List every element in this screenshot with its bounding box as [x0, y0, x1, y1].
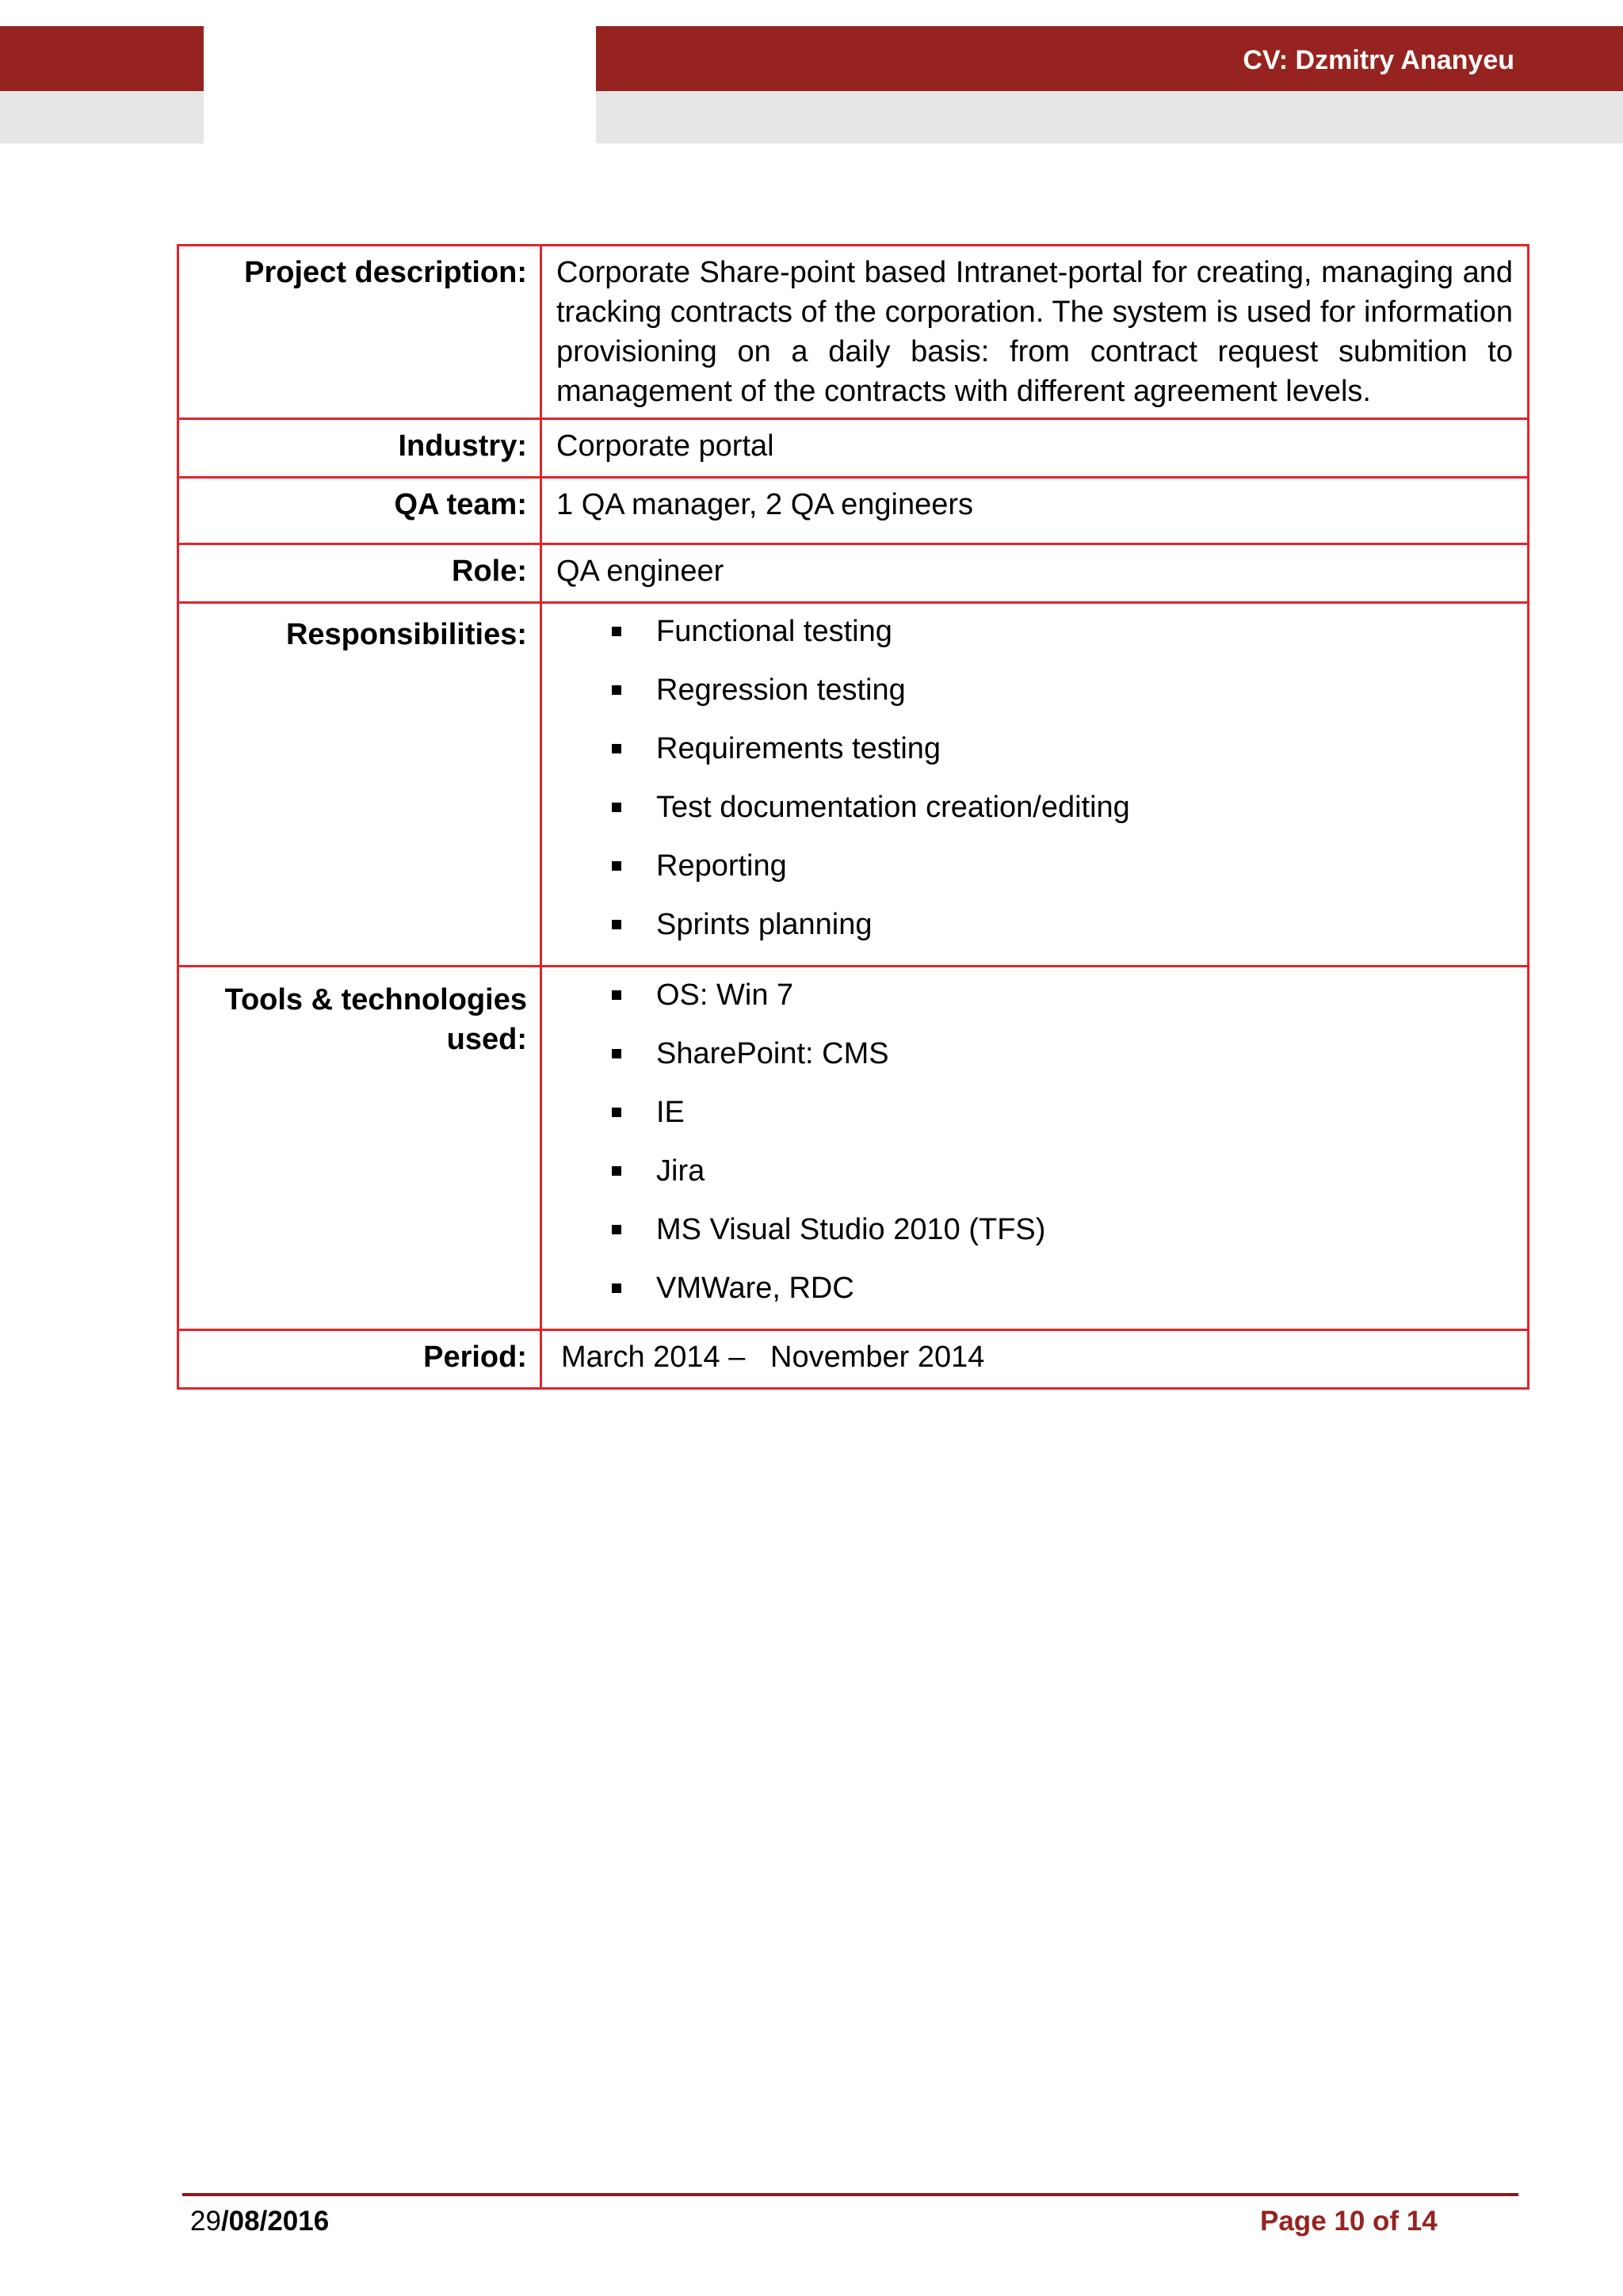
label-industry: Industry: [178, 419, 541, 478]
list-item: Functional testing [556, 612, 1513, 670]
footer-divider [182, 2193, 1518, 2196]
label-project-description: Project description: [178, 246, 541, 419]
list-item: MS Visual Studio 2010 (TFS) [556, 1210, 1513, 1268]
footer-date [190, 2204, 329, 2239]
responsibilities-list [556, 612, 1513, 963]
value-responsibilities [541, 603, 1529, 967]
footer-page-number: Page 10 of 14 [1260, 2206, 1438, 2237]
row-period [178, 1330, 1529, 1389]
row-role [178, 544, 1529, 603]
row-tools [178, 967, 1529, 1330]
label-tools-line2: used: [446, 1023, 527, 1056]
list-item: Test documentation creation/editing [556, 788, 1513, 846]
list-item: Regression testing [556, 670, 1513, 729]
label-responsibilities: Responsibilities: [178, 603, 541, 967]
header-band-right-grey [596, 91, 1623, 143]
list-item: Requirements testing [556, 729, 1513, 788]
value-period: March 2014 – November 2014 [541, 1330, 1529, 1389]
label-qa-team: QA team: [178, 478, 541, 544]
list-item: IE [556, 1093, 1513, 1151]
value-industry: Corporate portal [541, 419, 1529, 478]
footer-date-rest: /08/2016 [220, 2206, 330, 2237]
list-item: OS: Win 7 [556, 975, 1513, 1034]
value-role: QA engineer [541, 544, 1529, 603]
list-item: VMWare, RDC [556, 1268, 1513, 1327]
header-title: CV: Dzmitry Ananyeu [1243, 45, 1514, 75]
list-item: SharePoint: CMS [556, 1034, 1513, 1093]
row-qa-team [178, 478, 1529, 544]
label-tools [178, 967, 541, 1330]
value-project-description: Corporate Share-point based Intranet-portal for creating, managing and tracking contracts of the corporation. The system is used for information provisioning on a daily basis: from contract request submition to management of the contracts with different agreement levels. [541, 246, 1529, 419]
tools-list [556, 975, 1513, 1327]
project-table [177, 244, 1529, 1390]
footer-date-day: 29 [190, 2206, 221, 2237]
row-industry [178, 419, 1529, 478]
row-responsibilities [178, 603, 1529, 967]
list-item: Sprints planning [556, 905, 1513, 963]
value-tools [541, 967, 1529, 1330]
header-band-left-grey [0, 91, 204, 143]
value-qa-team: 1 QA manager, 2 QA engineers [541, 478, 1529, 544]
label-period: Period: [178, 1330, 541, 1389]
row-project-description [178, 246, 1529, 419]
header-band-left [0, 26, 204, 91]
label-role: Role: [178, 544, 541, 603]
list-item: Reporting [556, 846, 1513, 905]
list-item: Jira [556, 1151, 1513, 1210]
label-tools-line1: Tools & technologies [224, 983, 527, 1016]
